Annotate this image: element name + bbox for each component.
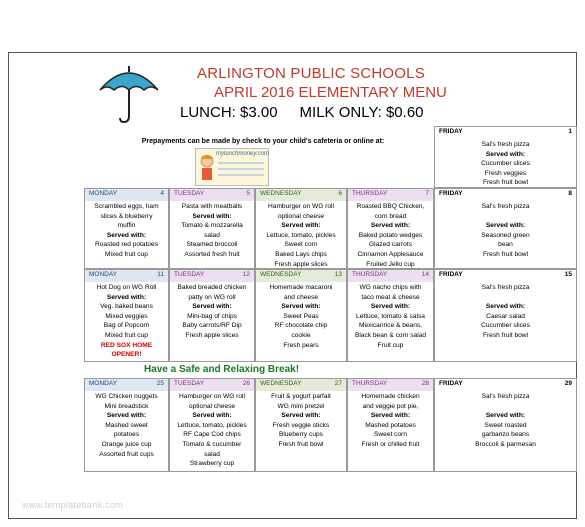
day-header: MONDAY 11 <box>85 270 168 282</box>
day-header: WEDNESDAY 6 <box>256 189 346 201</box>
logo-text: mylunchmoney.com <box>216 151 269 157</box>
watermark: www.templatebank.com <box>22 500 124 510</box>
day-menu: Pasta with meatballs Served with: Tomato & mozzarella salad Steamed broccoli Assorted fresh fruit <box>181 203 243 258</box>
day-menu: Baked breaded chicken patty on WG roll Served with: Mini-bag of chips Baby carrots/RF Dip Fresh apple slices <box>177 284 247 339</box>
day-cell-wednesday-13 <box>255 269 347 362</box>
red-sox-alert: RED SOX HOME <box>100 341 153 349</box>
break-banner: Have a Safe and Relaxing Break! <box>143 364 300 375</box>
day-cell-friday-15 <box>434 269 577 362</box>
day-cell-friday-29 <box>434 378 577 472</box>
day-header: FRIDAY 15 <box>435 270 576 282</box>
day-menu: Sal's fresh pizza Served with: Seasoned green bean Fresh fruit bowl <box>481 203 530 258</box>
day-cell-friday-1 <box>434 126 577 188</box>
day-cell-tuesday-5 <box>169 188 255 269</box>
kid-face-icon <box>199 152 215 182</box>
day-menu: Sal's fresh pizza Served with: Cucumber slices Fresh veggies Fresh fruit bowl <box>481 141 530 187</box>
day-header: MONDAY 25 <box>85 379 168 391</box>
day-header: TUESDAY 12 <box>170 270 254 282</box>
day-header: WEDNESDAY 27 <box>256 379 346 391</box>
day-header: WEDNESDAY 13 <box>256 270 346 282</box>
day-header: FRIDAY 29 <box>435 379 576 391</box>
day-header: MONDAY 4 <box>85 189 168 201</box>
day-cell-wednesday-6 <box>255 188 347 269</box>
day-menu: WG nacho chips with taco meat & cheese Served with: Lettuce, tomato & salsa Mexicanrice & beans, Black bean & corn salad Fruit cup <box>354 284 427 349</box>
day-menu: Sal's fresh pizza Served with: Sweet roasted garbanzo beans Broccoli & parmesan <box>475 393 536 448</box>
day-menu: Scrambled eggs, ham slices & blueberry muffin Served with: Roasted red potatoes Mixed fruit cup <box>94 203 159 258</box>
day-menu: Hot Dog on WG Roll Served with: Veg. baked beans Mixed veggies Bag of Popcorn Mixed fruit cup RED SOX HOME OPENER! <box>85 283 168 361</box>
logo-lines <box>218 162 264 180</box>
school-name: ARLINGTON PUBLIC SCHOOLS <box>197 65 425 82</box>
day-header: THURSDAY 14 <box>348 270 433 282</box>
lunch-price: LUNCH: $3.00 <box>180 104 278 121</box>
menu-title: APRIL 2016 ELEMENTARY MENU <box>214 84 447 101</box>
day-menu: Homemade macaroni and cheese Served with: Sweet Peas RF chocolate chip cookie Fresh pears <box>269 284 333 349</box>
day-menu: Hamburger on WG roll optional cheese Served with: Lettuce, tomato, pickles Sweet corn Baked Lays chips Fresh apple slices <box>266 203 336 268</box>
price-line <box>180 104 424 121</box>
day-cell-tuesday-26 <box>169 378 255 472</box>
milk-price: MILK ONLY: $0.60 <box>299 104 424 121</box>
day-cell-monday-4 <box>84 188 169 269</box>
day-menu: Fruit & yogurt parfait WG mini pretzel Served with: Fresh veggie sticks Blueberry cups Fresh fruit bowl <box>271 393 331 448</box>
day-menu: Hamburger on WG roll optional cheese Served with: Lettuce, tomato, pickles RF Cape Cod chips Tomato & cucumber salad Strawberry cup <box>177 393 247 468</box>
day-menu: WG Chicken nuggets Mini breadstick Served with: Mashed sweet potatoes Orange juice cup Assorted fruit cups <box>95 393 158 458</box>
day-cell-thursday-7 <box>347 188 434 269</box>
day-cell-wednesday-27 <box>255 378 347 472</box>
day-cell-friday-8 <box>434 188 577 269</box>
day-cell-thursday-28 <box>347 378 434 472</box>
day-header: THURSDAY 28 <box>348 379 433 391</box>
day-header: TUESDAY 26 <box>170 379 254 391</box>
day-header: TUESDAY 5 <box>170 189 254 201</box>
umbrella-icon <box>96 64 162 126</box>
day-menu: Homemade chicken and veggie pot pie, Served with: Mashed potatoes Sweet corn Fresh or chilled fruit <box>361 393 420 448</box>
prepay-note: Prepayments can be made by check to your child's cafeteria or online at: <box>141 138 385 145</box>
day-menu: Roasted BBQ Chicken, corn bread Served with: Baked potato wedges Glazed carrots Cinnamon Applesauce Fruited Jello cup <box>356 203 425 268</box>
day-menu: Sal's fresh pizza Served with: Caesar salad Cucumber slices Fresh fruit bowl <box>481 284 530 339</box>
day-cell-thursday-14 <box>347 269 434 362</box>
day-header: FRIDAY 1 <box>435 127 576 139</box>
day-cell-monday-11 <box>84 269 169 362</box>
day-cell-tuesday-12 <box>169 269 255 362</box>
lunch-money-logo[interactable] <box>195 148 269 186</box>
day-header: THURSDAY 7 <box>348 189 433 201</box>
day-cell-monday-25 <box>84 378 169 472</box>
day-header: FRIDAY 8 <box>435 189 576 201</box>
